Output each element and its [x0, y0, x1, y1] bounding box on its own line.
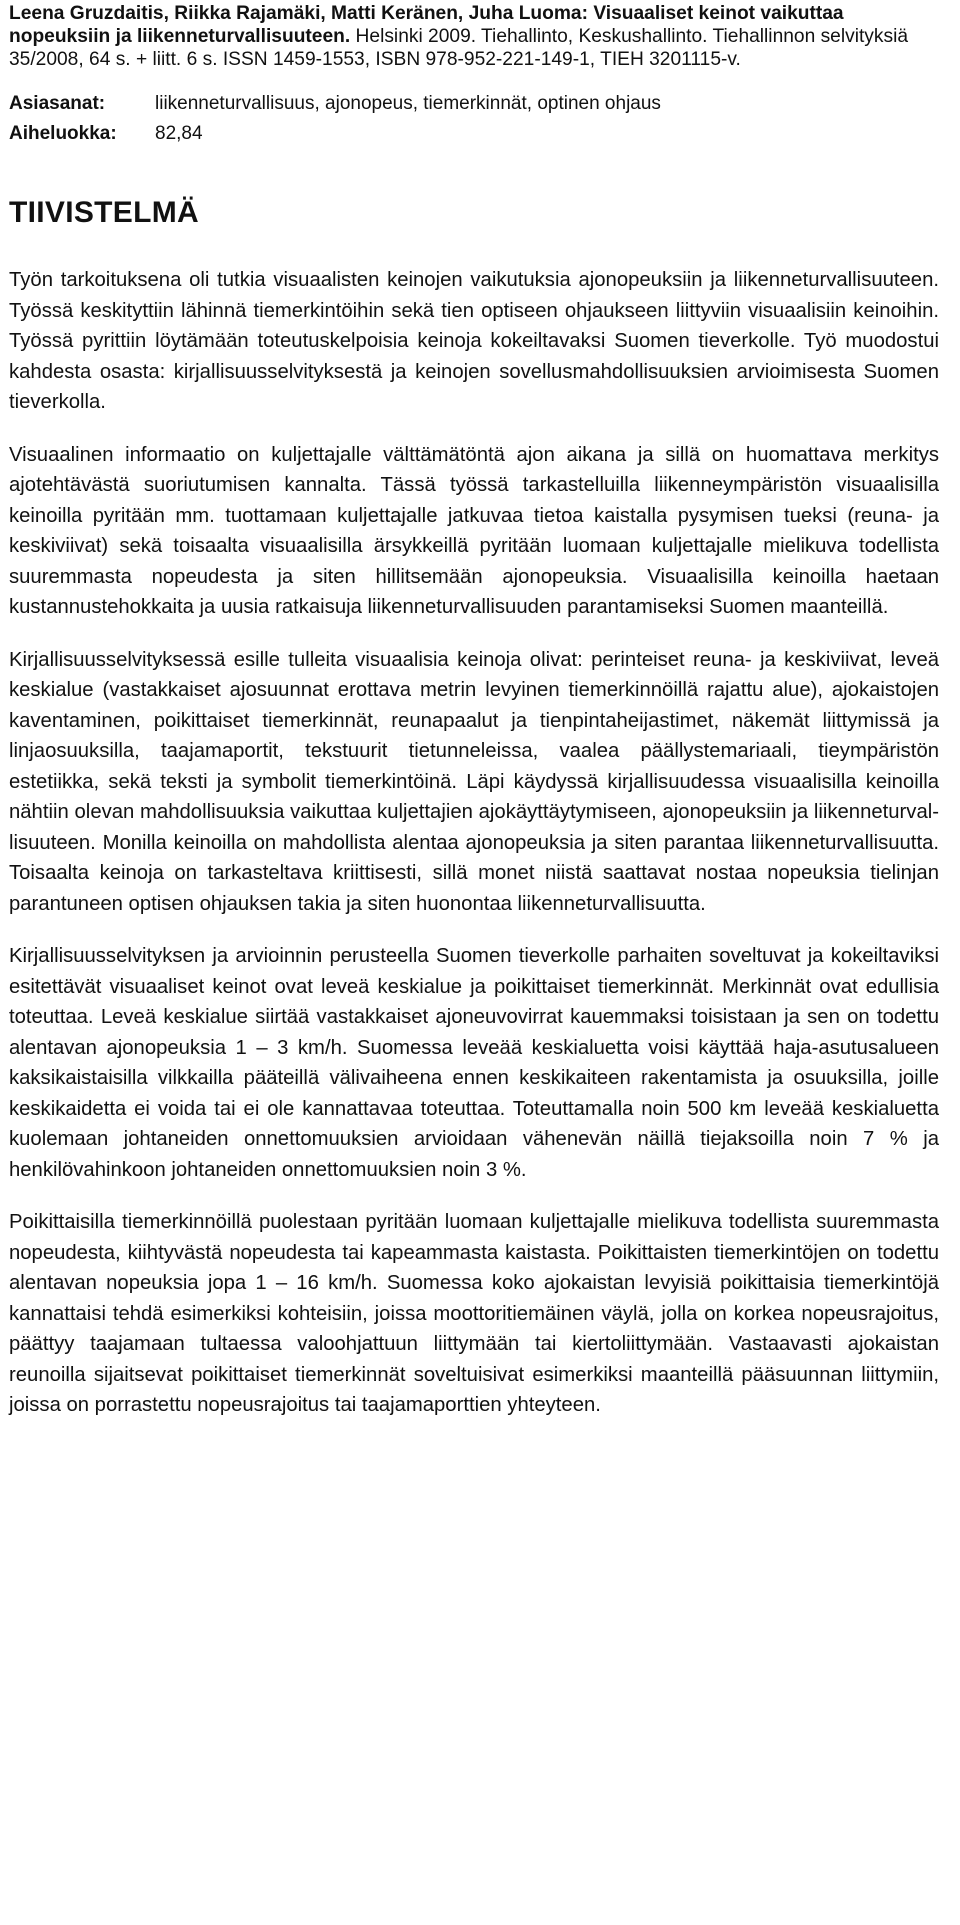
abstract-heading: TIIVISTELMÄ: [9, 196, 199, 229]
abstract-body: [9, 265, 939, 1421]
abstract-paragraph: Työn tarkoituksena oli tutkia visuaalisten keinojen vaikutuksia ajonopeuksiin ja liikenneturvallisuuteen. Työssä keskityttiin lähinnä tiemerkintöihin sekä tien optiseen ohjaukseen liittyviin visuaalisiin keinoihin. Työssä pyrittiin löytämään toteutuskelpoisia keinoja kokeiltavaksi Suomen tieverkolle. Työ muodostui kahdesta osasta: kirjallisuusselvityksestä ja keinojen sovellusmahdollisuuksien arvioimisesta Suomen tieverkolla.: [9, 269, 939, 413]
abstract-paragraph: Visuaalinen informaatio on kuljettajalle välttämätöntä ajon aikana ja sillä on huomattava merkitys ajotehtävästä suoriutumisen kannalta. Tässä työssä tarkastelluilla liikenneympäristön visuaalisilla keinoilla pyritään mm. tuottamaan kuljettajalle jatkuvaa tietoa kaistalla pysymisen tueksi (reuna- ja keskiviivat) sekä toisaalta visuaalisilla ärsykkeillä pyritään luomaan kuljettajalle mielikuva todellista suuremmasta nopeudesta ja siten hillitsemään ajonopeuksia. Visuaalisilla keinoilla haetaan kustannustehokkaita ja uusia ratkaisuja liikenneturvallisuuden parantamiseksi Suomen maanteillä.: [9, 443, 939, 618]
abstract-paragraph: Poikittaisilla tiemerkinnöillä puolestaan pyritään luomaan kuljettajalle mielikuva todellista suuremmasta nopeudesta, kiihtyvästä nopeudesta tai kapeammasta kaistasta. Poikittaisten tiemerkintöjen on todettu alentavan nopeuksia jopa 1 – 16 km/h. Suomessa koko ajokaistan levyisiä poikittaisia tiemerkintöjä kannattaisi tehdä esimerkiksi kohteisiin, joissa moottoritiemäinen väylä, jolla on korkea nopeusrajoitus, päättyy taajamaan tultaessa valoohjattuun liittymään tai kiertoliittymään. Vastaavasti ajokaistan reunoilla sijaitsevat poikittaiset tiemerkinnät soveltuisivat esimerkiksi maanteillä pääsuunnan liittymiin, joissa on porrastettu nopeusrajoitus tai taajamaporttien yhteyteen.: [9, 1211, 939, 1416]
subjects-value: liikenneturvallisuus, ajonopeus, tiemerkinnät, optinen ohjaus: [155, 93, 661, 114]
subjects-row: [9, 89, 960, 119]
authors-and-title: Leena Gruzdaitis, Riikka Rajamäki, Matti Keränen, Juha Luoma: Visuaaliset keinot vaikuttaa nopeuksiin ja liikenneturvallisuuteen.: [9, 3, 844, 47]
publication-details: Helsinki 2009. Tiehallinto, Keskushallinto. Tiehallinnon selvityksiä 35/2008, 64 s. + liitt. 6 s. ISSN 1459-1553, ISBN 978-952-221-149-1, TIEH 3201115-v.: [9, 26, 909, 70]
abstract-paragraph: Kirjallisuusselvityksessä esille tulleita visuaalisia keinoja olivat: perinteiset reuna- ja keskiviivat, leveä keskialue (vastakkaiset ajosuunnat erottava metrin levyinen tiemerkinnöillä rajattu alue), ajokaistojen kaventaminen, poikittaiset tiemerkinnät, reunapaalut ja tienpintaheijastimet, näkemät liittymissä ja linjaosuuksilla, taajamaportit, tekstuurit tietunneleissa, vaalea päällystemariaali, tieympäristön estetiikka, sekä teksti ja symbolit tiemerkintöinä. Läpi käydyssä kirjallisuudessa visuaalisilla keinoilla nähtiin olevan mahdollisuuksia vaikuttaa kuljettajien ajokäyttäytymiseen, ajonopeuksiin ja liikenneturvallisuuteen. Monilla keinoilla on mahdollista alentaa ajonopeuksia ja siten parantaa liikenneturvallisuutta. Toisaalta keinoja on tarkasteltava kriittisesti, sillä monet niistä saattavat nostaa nopeuksia tielinjan parantuneen optisen ohjauksen takia ja siten huonontaa liikenneturvallisuutta.: [9, 648, 939, 915]
subject-class-label: Aiheluokka:: [9, 123, 117, 144]
keywords-block: [9, 89, 960, 149]
subject-class-row: [9, 119, 960, 149]
abstract-paragraph: Kirjallisuusselvityksen ja arvioinnin perusteella Suomen tieverkolle parhaiten soveltuvat ja kokeiltaviksi esitettävät visuaaliset keinot ovat leveä keskialue ja poikittaiset tiemerkinnät. Merkinnät ovat edullisia toteuttaa. Leveä keskialue siirtää vastakkaiset ajoneuvovirrat kauemmaksi toisistaan ja sen on todettu alentavan ajonopeuksia 1 – 3 km/h. Suomessa leveää keskialuetta voisi käyttää haja-asutusalueen kaksikaistaisilla vilkkailla pääteillä välivaiheena ennen keskikaiteen rakentamista ja osuuksilla, joille keskikaidetta ei voida tai ei ole kannattavaa toteuttaa. Toteuttamalla noin 500 km leveää keskialuetta kuolemaan johtaneiden onnettomuuksien arvioidaan vähenevän näillä tiejaksoilla noin 7 % ja henkilövahinkoon johtaneiden onnettomuuksien noin 3 %.: [9, 945, 939, 1181]
bibliographic-reference: [9, 2, 929, 71]
subject-class-value: 82,84: [155, 123, 203, 144]
subjects-label: Asiasanat:: [9, 93, 106, 114]
